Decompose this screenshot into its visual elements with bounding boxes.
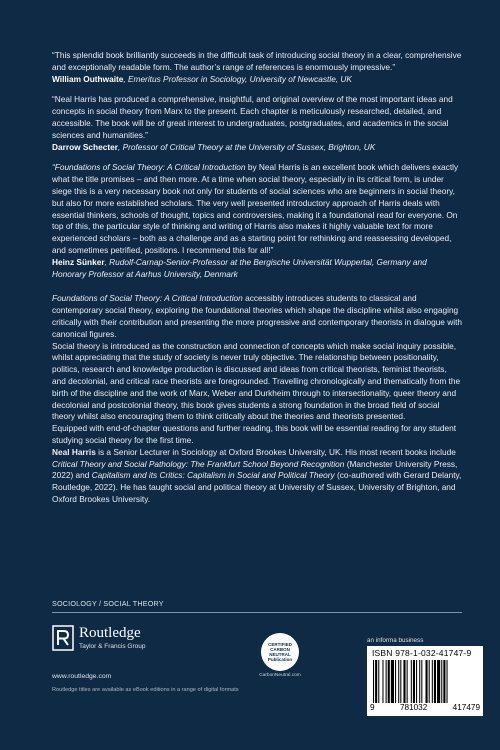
barcode-number [370,703,480,712]
barcode-bar [395,660,396,703]
badge-line: Publication [267,657,293,662]
publisher-name-block [79,626,145,650]
barcode-bar [407,660,408,703]
isbn-text: ISBN 978-1-032-41747-9 [372,648,472,658]
blurb-paragraph: Social theory is introduced as the construction and connection of concepts which make social inquiry possible, whilst appreciating that the study of society is never truly objective. The relationship between positionality, politics, research and knowledge production is discussed and ideas from critical theorists, feminist theorists, and decolonial, and critical race theorists are foregrounded. Travelling chronologically and thematically from the birth of the discipline and the work of Marx, Weber and Durkheim through to intersectionality, queer theory and decolonial and postcolonial theory, this book gives students a strong foundation in the broad field of social theory whilst also encouraging them to think critically about the theories and theorists presented. [52,340,461,422]
barcode-bar [416,660,417,703]
endorser-affiliation: , Professor of Critical Theory at the University of Sussex, Brighton, UK [117,141,376,152]
publisher-website: www.routledge.com [52,673,112,680]
publisher-name: Routledge [79,625,141,641]
barcode-bar [421,660,422,703]
carbon-neutral-icon [261,633,299,671]
subject-category: SOCIOLOGY / SOCIAL THEORY [52,599,164,608]
barcode-bar [443,660,445,703]
carbon-neutral-badge [258,633,302,678]
author-bio-text: (Manchester University Press, 2022) and [52,458,458,481]
barcode-bar [391,660,394,703]
barcode-bar [400,660,401,703]
barcode-bar [375,660,377,703]
quote-text [52,162,462,256]
barcode-bar [382,660,383,703]
barcode-bar [413,660,415,703]
endorser-affiliation: , Rudolf-Carnap-Senior-Professor at the Bergische Universität Wuppertal, Germany and Honorary Professor at Aarhus University, Denmark [52,256,427,279]
barcode-bar [426,660,428,703]
barcode-bars-icon [373,660,477,703]
publisher-logo [52,625,145,651]
barcode-bar [437,660,440,703]
quote-attribution [52,142,462,154]
quote-attribution [52,257,462,281]
quote-body: by Neal Harris is an excellent book which delivers exactly what the title promises – and then more. At a time when social theory, especially in its critical form, is under siege this is a very necessary book not only for students of social sciences who are beginners in social theory, but also for more established scholars. The very well presented introductory approach of Harris deals with essential thinkers, schools of thought, topics and controversies, making it a foundational read for everyone. On top of this, the particular style of thinking and writing of Harris also makes it highly valuable text for more experienced scholars – both as a challenge and as a starting point for rethinking and reassessing developed, and sometimes petrified, positions. I recommend this for all!” [52,162,459,255]
endorser-name: Darrow Schecter [52,141,118,152]
carbon-neutral-url: CarbonNeutral.com [259,673,301,678]
barcode-digit-group: 781032 [399,703,428,712]
quote-text: “This splendid book brilliantly succeeds in the difficult task of introducing social theory in a clear, comprehensive and exceptionally readable form. The author’s range of references is enormously impressive.” [52,50,462,72]
barcode-bar [434,660,436,703]
endorser-name: Heinz Sünker [52,256,105,267]
endorsement-quote [52,94,462,153]
barcode-bar [373,660,374,703]
barcode-bar [441,660,442,703]
quote-attribution [52,74,462,86]
quote-book-title: “Foundations of Social Theory: A Critical Introduction [52,162,246,173]
blurb-paragraph: Equipped with end-of-chapter questions and further reading, this book will be essential reading for any student studying social theory for the first time. [52,423,457,445]
barcode-bar [419,660,420,703]
endorser-affiliation: , Emeritus Professor in Sociology, University of Newcastle, UK [123,73,352,84]
publisher-group: Taylor & Francis Group [79,643,146,650]
barcode-bar [386,660,387,703]
author-book-title: Capitalism and its Critics: Capitalism in Social and Political Theory [91,470,335,481]
quote-text: “Neal Harris has produced a comprehensive, insightful, and original overview of the most important ideas and concepts in social theory from Marx to the present. Each chapter is meticulously researched, detailed, and accessible. The book will be of great interest to undergraduates, postgraduates, and academics in the social sciences and humanities.” [52,94,453,140]
barcode-bar [398,660,399,703]
barcode [367,646,483,716]
blurb-paragraph [52,293,462,340]
author-book-title: Critical Theory and Social Pathology: The Frankfurt School Beyond Recognition [52,458,345,469]
barcode-bar [411,660,412,703]
barcode-digit-group: 9 [370,703,375,712]
author-bio [52,447,462,506]
blurb-book-title: Foundations of Social Theory: A Critical Introduction [52,293,243,304]
blurb-text: accessibly introduces students to classical and contemporary social theory, exploring the foundational theories which shape the discipline whilst also engaging critically with their contribution and presenting the more progressive and contemporary theorists in dialogue with canonical figures. [52,293,462,339]
badge-line: CERTIFIED [268,642,292,647]
informa-label: an informa business [367,637,424,644]
divider [52,612,462,613]
routledge-logo-icon [52,625,74,651]
barcode-bar [388,660,390,703]
endorser-name: William Outhwaite [52,73,124,84]
barcode-bar [447,660,448,703]
endorsement-quote [52,162,462,280]
barcode-digit-group: 417479 [452,703,480,712]
ebook-note: Routledge titles are available as eBook editions in a range of digital formats [52,687,239,693]
author-bio-text: is a Senior Lecturer in Sociology at Oxford Brookes University, UK. His most recent books include [95,446,456,457]
barcode-bar [403,660,405,703]
badge-line: CARBON NEUTRAL [269,647,291,657]
barcode-bar [378,660,379,703]
author-bio-text: (co-authored with Gerard Delanty, Routledge, 2022). He has taught social and political theory at University of Sussex, University of Brighton, and Oxford Brookes University. [52,470,462,504]
barcode-bar [429,660,430,703]
endorsement-quote [52,50,462,85]
author-name: Neal Harris [52,446,96,457]
barcode-bar [432,660,433,703]
